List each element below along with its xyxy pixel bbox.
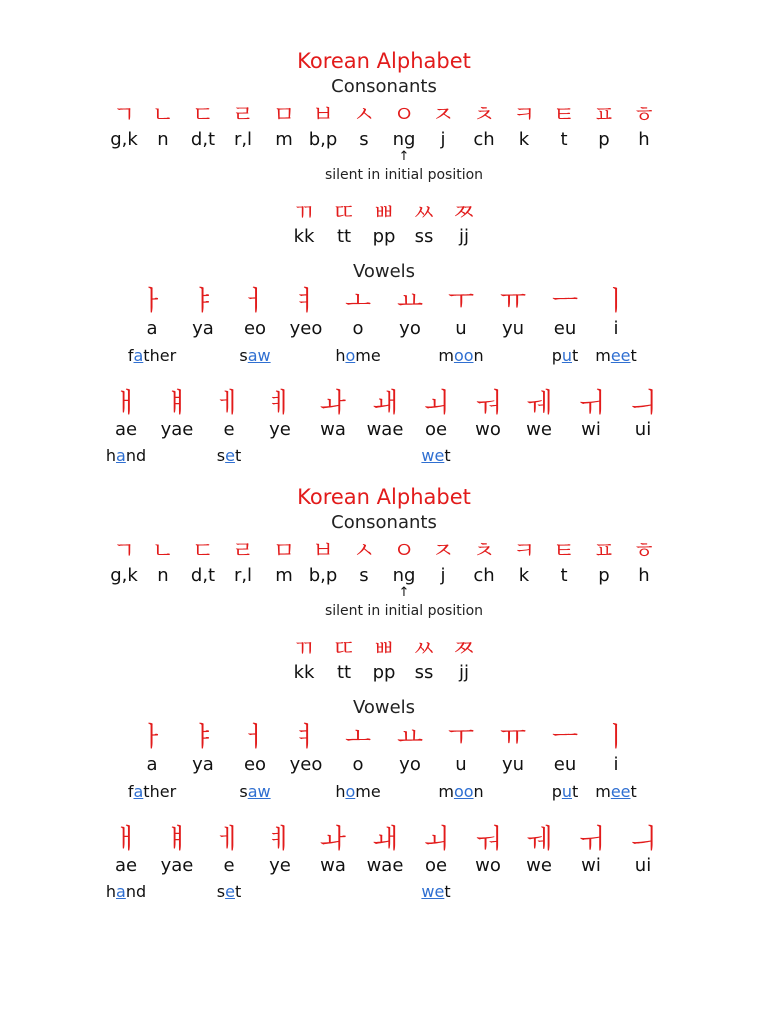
example-word-highlight: u [561, 782, 573, 801]
basic-vowels-row [0, 722, 768, 752]
basic-vowels-examples-row [0, 782, 768, 812]
basic-vowels-rom-item: yo [399, 754, 421, 775]
basic-consonants-rom-item: p [598, 565, 610, 586]
example-word-highlight: ee [610, 346, 631, 365]
double-consonants-rom-item: ss [414, 662, 434, 683]
basic-vowels-item: ㅛ [396, 722, 424, 753]
compound-vowels-rom-item: wo [475, 855, 501, 876]
basic-consonants-item: ㅁ [272, 102, 296, 128]
example-word-suffix: me [355, 782, 381, 801]
basic-vowels-rom-item: o [352, 754, 364, 775]
example-word [106, 446, 146, 466]
basic-vowels-item: ㅏ [138, 722, 166, 753]
example-word-prefix: m [438, 346, 454, 365]
compound-vowels-rom-item: e [223, 855, 235, 876]
basic-consonants-item: ㅋ [512, 538, 536, 564]
double-consonants-romanization-row [0, 226, 768, 256]
basic-consonants-rom-item: n [157, 565, 169, 586]
compound-vowels-romanization-row [0, 419, 768, 449]
basic-consonants-item: ㅌ [552, 102, 576, 128]
basic-vowels-item: ㅗ [344, 286, 372, 317]
compound-vowels-rom-item: wae [366, 419, 404, 440]
double-consonants-item: ㅆ [412, 636, 436, 662]
basic-consonants-rom-item: ng [392, 565, 416, 586]
basic-consonants-item: ㅇ [392, 102, 416, 128]
example-word-prefix: m [595, 782, 611, 801]
compound-vowels-rom-item: ae [114, 419, 138, 440]
example-word-prefix: p [551, 782, 562, 801]
basic-vowels-row [0, 286, 768, 316]
example-word [335, 782, 380, 802]
ng-note: silent in initial position [324, 603, 484, 619]
example-word-prefix: m [595, 346, 611, 365]
basic-consonants-item: ㅁ [272, 538, 296, 564]
example-word [106, 882, 146, 902]
example-word-prefix: h [105, 446, 117, 465]
example-word-suffix: t [630, 782, 637, 801]
basic-consonants-rom-item: j [440, 129, 446, 150]
double-consonants-rom-item: kk [293, 226, 315, 247]
example-word-suffix: me [355, 346, 381, 365]
example-word [128, 782, 176, 802]
basic-consonants-item: ㅎ [632, 102, 656, 128]
basic-consonants-rom-item: k [518, 565, 530, 586]
example-word-prefix: f [127, 782, 134, 801]
compound-vowels-item: ㅙ [371, 388, 399, 419]
compound-vowels-item: ㅟ [577, 824, 605, 855]
compound-vowels-rom-item: wi [581, 419, 601, 440]
example-word-highlight: o [345, 346, 356, 365]
double-consonants-item: ㅉ [452, 200, 476, 226]
basic-vowels-rom-item: ya [192, 754, 214, 775]
basic-vowels-rom-item: eo [243, 318, 267, 339]
example-word-prefix: p [551, 346, 562, 365]
example-word [552, 782, 579, 802]
example-word [438, 346, 483, 366]
example-word [217, 446, 241, 466]
basic-vowels-item: ㅜ [447, 722, 475, 753]
basic-vowels-item: ㅛ [396, 286, 424, 317]
basic-vowels-rom-item: i [613, 318, 619, 339]
basic-consonants-item: ㅊ [472, 538, 496, 564]
compound-vowels-item: ㅟ [577, 388, 605, 419]
compound-vowels-rom-item: we [526, 419, 552, 440]
compound-vowels-rom-item: ye [269, 855, 291, 876]
basic-vowels-examples-row [0, 346, 768, 376]
basic-consonants-item: ㅈ [431, 102, 455, 128]
example-word-highlight: oo [453, 782, 474, 801]
compound-vowels-rom-item: ye [269, 419, 291, 440]
basic-consonants-item: ㄴ [151, 102, 175, 128]
double-consonants-item: ㄲ [292, 200, 316, 226]
basic-vowels-rom-item: yu [501, 754, 525, 775]
example-word-highlight: oo [453, 346, 474, 365]
basic-vowels-rom-item: o [352, 318, 364, 339]
basic-consonants-item: ㅅ [352, 102, 376, 128]
double-consonants-row [0, 634, 768, 664]
basic-consonants-rom-item: t [560, 565, 568, 586]
basic-vowels-rom-item: eu [553, 318, 577, 339]
basic-consonants-rom-item: ng [392, 129, 416, 150]
basic-vowels-rom-item: yeo [289, 318, 323, 339]
basic-vowels-item: ㅣ [602, 722, 630, 753]
compound-vowels-romanization-row [0, 855, 768, 885]
double-consonants-item: ㅆ [412, 200, 436, 226]
basic-vowels-rom-item: u [455, 318, 467, 339]
compound-vowels-item: ㅐ [112, 824, 140, 855]
basic-consonants-rom-item: d,t [190, 129, 216, 150]
example-word-prefix: s [239, 782, 248, 801]
basic-consonants-rom-item: r,l [233, 565, 253, 586]
compound-vowels-item: ㅔ [215, 388, 243, 419]
example-word-highlight: we [421, 882, 445, 901]
double-consonants-item: ㄸ [332, 200, 356, 226]
example-word-prefix: m [438, 782, 454, 801]
basic-vowels-item: ㅓ [241, 286, 269, 317]
basic-vowels-item: ㅡ [551, 722, 579, 753]
compound-vowels-item: ㅙ [371, 824, 399, 855]
consonants-heading: Consonants [331, 512, 437, 533]
example-word-suffix: t [444, 882, 451, 901]
double-consonants-item: ㅃ [372, 636, 396, 662]
example-word-prefix: h [105, 882, 117, 901]
basic-vowels-rom-item: ya [192, 318, 214, 339]
example-word-suffix: ther [143, 782, 177, 801]
example-word-suffix: t [234, 882, 242, 901]
compound-vowels-item: ㅚ [422, 388, 450, 419]
basic-consonants-rom-item: p [598, 129, 610, 150]
basic-consonants-rom-item: b,p [308, 129, 338, 150]
basic-consonants-item: ㄹ [231, 538, 255, 564]
basic-vowels-item: ㅓ [241, 722, 269, 753]
basic-consonants-rom-item: ch [473, 129, 495, 150]
example-word [552, 346, 579, 366]
compound-vowels-item: ㅔ [215, 824, 243, 855]
example-word [438, 782, 483, 802]
basic-consonants-rom-item: ch [473, 565, 495, 586]
double-consonants-romanization-row [0, 662, 768, 692]
basic-consonants-item: ㅋ [512, 102, 536, 128]
compound-vowels-item: ㅢ [629, 388, 657, 419]
double-consonants-item: ㅃ [372, 200, 396, 226]
example-word-highlight: u [561, 346, 573, 365]
example-word [217, 882, 241, 902]
example-word-prefix: h [335, 782, 346, 801]
double-consonants-row [0, 198, 768, 228]
basic-vowels-rom-item: i [613, 754, 619, 775]
example-word-highlight: a [133, 346, 144, 365]
basic-consonants-item: ㅎ [632, 538, 656, 564]
basic-consonants-rom-item: b,p [308, 565, 338, 586]
double-consonants-rom-item: pp [372, 662, 396, 683]
basic-vowels-rom-item: a [146, 318, 158, 339]
consonants-heading: Consonants [331, 76, 437, 97]
double-consonants-item: ㄸ [332, 636, 356, 662]
basic-vowels-item: ㅕ [292, 722, 320, 753]
basic-consonants-item: ㅍ [592, 102, 616, 128]
basic-vowels-rom-item: yo [399, 318, 421, 339]
example-word-suffix: t [572, 346, 579, 365]
up-arrow-icon: ↑ [398, 149, 410, 164]
compound-vowels-item: ㅘ [319, 824, 347, 855]
basic-consonants-romanization-row [0, 565, 768, 595]
compound-vowels-row [0, 824, 768, 854]
example-word-prefix: f [127, 346, 134, 365]
basic-vowels-rom-item: u [455, 754, 467, 775]
basic-consonants-item: ㄷ [191, 102, 215, 128]
compound-vowels-rom-item: yae [160, 419, 194, 440]
example-word-highlight: ee [610, 782, 631, 801]
basic-consonants-item: ㄴ [151, 538, 175, 564]
basic-consonants-rom-item: m [275, 129, 293, 150]
basic-consonants-item: ㅂ [311, 102, 335, 128]
compound-vowels-rom-item: e [223, 419, 235, 440]
basic-consonants-row [0, 536, 768, 566]
basic-vowels-item: ㅠ [499, 722, 527, 753]
basic-consonants-rom-item: r,l [233, 129, 253, 150]
basic-consonants-item: ㅇ [392, 538, 416, 564]
double-consonants-rom-item: kk [293, 662, 315, 683]
basic-consonants-rom-item: k [518, 129, 530, 150]
double-consonants-item: ㄲ [292, 636, 316, 662]
basic-consonants-rom-item: h [638, 565, 650, 586]
basic-vowels-item: ㅡ [551, 286, 579, 317]
basic-vowels-item: ㅗ [344, 722, 372, 753]
compound-vowels-examples-row [0, 882, 768, 912]
example-word-highlight: a [116, 882, 126, 901]
compound-vowels-rom-item: wae [366, 855, 404, 876]
compound-vowels-rom-item: wo [475, 419, 501, 440]
compound-vowels-rom-item: yae [160, 855, 194, 876]
basic-consonants-item: ㅅ [352, 538, 376, 564]
compound-vowels-examples-row [0, 446, 768, 476]
basic-consonants-rom-item: s [359, 129, 369, 150]
example-word-prefix: h [335, 346, 346, 365]
basic-vowels-rom-item: yu [501, 318, 525, 339]
compound-vowels-rom-item: ae [114, 855, 138, 876]
basic-consonants-item: ㅂ [311, 538, 335, 564]
example-word-highlight: a [133, 782, 144, 801]
compound-vowels-rom-item: wi [581, 855, 601, 876]
ng-note: silent in initial position [324, 167, 484, 183]
alphabet-sheet [0, 484, 768, 914]
example-word [239, 782, 270, 802]
basic-consonants-item: ㄱ [112, 538, 136, 564]
compound-vowels-rom-item: wa [320, 855, 346, 876]
example-word-suffix: n [473, 782, 484, 801]
example-word-suffix: n [473, 346, 484, 365]
example-word [595, 782, 637, 802]
example-word-suffix: t [234, 446, 242, 465]
basic-consonants-romanization-row [0, 129, 768, 159]
compound-vowels-item: ㅖ [266, 388, 294, 419]
basic-consonants-item: ㄱ [112, 102, 136, 128]
basic-vowels-rom-item: a [146, 754, 158, 775]
example-word-prefix: s [216, 882, 226, 901]
example-word [595, 346, 637, 366]
example-word-suffix: t [444, 446, 451, 465]
example-word-highlight: e [225, 446, 235, 465]
example-word-prefix: s [239, 346, 248, 365]
compound-vowels-item: ㅖ [266, 824, 294, 855]
compound-vowels-item: ㅚ [422, 824, 450, 855]
example-word [128, 346, 176, 366]
example-word-highlight: o [345, 782, 356, 801]
compound-vowels-item: ㅒ [163, 824, 191, 855]
example-word-prefix: s [216, 446, 226, 465]
basic-vowels-item: ㅠ [499, 286, 527, 317]
vowels-heading: Vowels [352, 697, 416, 718]
basic-consonants-rom-item: m [275, 565, 293, 586]
basic-vowels-rom-item: eu [553, 754, 577, 775]
example-word-suffix: ther [143, 346, 177, 365]
basic-vowels-item: ㅜ [447, 286, 475, 317]
double-consonants-rom-item: tt [336, 226, 352, 247]
example-word-highlight: aw [247, 782, 271, 801]
double-consonants-rom-item: pp [372, 226, 396, 247]
compound-vowels-item: ㅞ [525, 824, 553, 855]
double-consonants-rom-item: jj [458, 226, 470, 247]
basic-vowels-item: ㅕ [292, 286, 320, 317]
compound-vowels-item: ㅞ [525, 388, 553, 419]
basic-consonants-item: ㅍ [592, 538, 616, 564]
compound-vowels-rom-item: we [526, 855, 552, 876]
basic-consonants-rom-item: g,k [110, 565, 138, 586]
double-consonants-rom-item: tt [336, 662, 352, 683]
basic-vowels-rom-item: yeo [289, 754, 323, 775]
compound-vowels-item: ㅐ [112, 388, 140, 419]
basic-consonants-rom-item: d,t [190, 565, 216, 586]
compound-vowels-rom-item: wa [320, 419, 346, 440]
compound-vowels-rom-item: ui [634, 419, 652, 440]
up-arrow-icon: ↑ [398, 585, 410, 600]
basic-vowels-item: ㅣ [602, 286, 630, 317]
basic-consonants-row [0, 100, 768, 130]
basic-consonants-item: ㅌ [552, 538, 576, 564]
example-word [335, 346, 380, 366]
example-word-suffix: nd [125, 882, 147, 901]
basic-consonants-item: ㅈ [431, 538, 455, 564]
compound-vowels-item: ㅘ [319, 388, 347, 419]
basic-consonants-rom-item: s [359, 565, 369, 586]
basic-consonants-rom-item: n [157, 129, 169, 150]
example-word-highlight: e [225, 882, 235, 901]
example-word [421, 882, 450, 902]
compound-vowels-row [0, 388, 768, 418]
basic-consonants-rom-item: j [440, 565, 446, 586]
double-consonants-item: ㅉ [452, 636, 476, 662]
basic-vowels-item: ㅑ [189, 286, 217, 317]
basic-consonants-rom-item: t [560, 129, 568, 150]
compound-vowels-item: ㅝ [474, 388, 502, 419]
basic-vowels-item: ㅑ [189, 722, 217, 753]
basic-consonants-item: ㅊ [472, 102, 496, 128]
compound-vowels-item: ㅝ [474, 824, 502, 855]
compound-vowels-rom-item: oe [424, 855, 448, 876]
example-word-highlight: a [116, 446, 126, 465]
compound-vowels-rom-item: oe [424, 419, 448, 440]
basic-consonants-rom-item: h [638, 129, 650, 150]
compound-vowels-item: ㅒ [163, 388, 191, 419]
example-word-highlight: aw [247, 346, 271, 365]
example-word-highlight: we [421, 446, 445, 465]
compound-vowels-rom-item: ui [634, 855, 652, 876]
example-word-suffix: t [630, 346, 637, 365]
vowels-heading: Vowels [352, 261, 416, 282]
example-word [421, 446, 450, 466]
basic-vowels-item: ㅏ [138, 286, 166, 317]
double-consonants-rom-item: ss [414, 226, 434, 247]
alphabet-sheet [0, 48, 768, 478]
basic-vowels-romanization-row [0, 754, 768, 784]
example-word [239, 346, 270, 366]
basic-consonants-rom-item: g,k [110, 129, 138, 150]
compound-vowels-item: ㅢ [629, 824, 657, 855]
basic-consonants-item: ㄹ [231, 102, 255, 128]
basic-consonants-item: ㄷ [191, 538, 215, 564]
example-word-suffix: t [572, 782, 579, 801]
basic-vowels-romanization-row [0, 318, 768, 348]
sheet-title: Korean Alphabet [297, 49, 471, 73]
basic-vowels-rom-item: eo [243, 754, 267, 775]
example-word-suffix: nd [125, 446, 147, 465]
double-consonants-rom-item: jj [458, 662, 470, 683]
sheet-title: Korean Alphabet [297, 485, 471, 509]
